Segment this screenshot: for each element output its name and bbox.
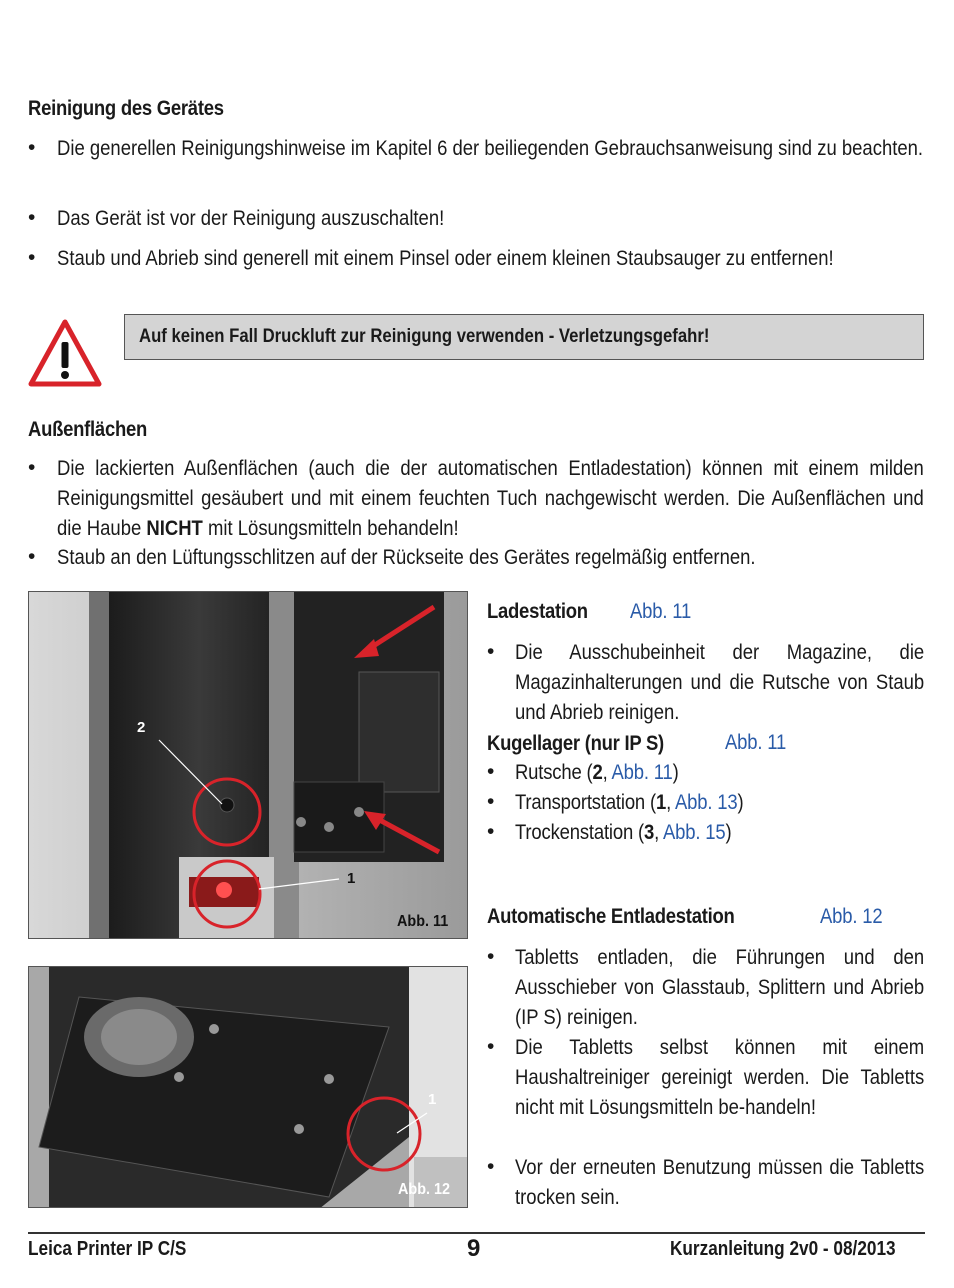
section-title-reinigung: Reinigung des Gerätes	[28, 97, 224, 120]
figure-label: 2	[137, 719, 146, 736]
bullet-item: Die generellen Reinigungshinweise im Kapitel 6 der beiliegenden Gebrauchsanweisung sind zu beachten.	[57, 137, 924, 160]
section-title-aussenflaechen: Außenflächen	[28, 418, 148, 441]
printer-loading-station-image	[29, 592, 468, 939]
figure-label: 1	[347, 870, 356, 887]
bullet-dot: •	[487, 820, 495, 843]
footer-product: Leica Printer IP C/S	[28, 1238, 187, 1260]
figure-reference-link[interactable]: Abb. 11	[611, 761, 673, 784]
figure-12-photo	[28, 966, 468, 1208]
list-item: Trockenstation (3, Abb. 15)	[515, 821, 732, 844]
subsection-title-kugellager: Kugellager (nur IP S)	[487, 732, 664, 755]
page-number: 9	[467, 1235, 481, 1262]
subsection-title-entladestation: Automatische Entladestation	[487, 905, 735, 928]
warning-triangle-icon	[28, 318, 102, 388]
bullet-dot: •	[487, 640, 495, 663]
bullet-dot: •	[28, 136, 36, 159]
bullet-item: Die Ausschubeinheit der Magazine, die Magazinhalterungen und die Rutsche von Staub und Abrieb reinigen.	[515, 641, 925, 724]
bullet-item: Vor der erneuten Benutzung müssen die Tabletts trocken sein.	[515, 1156, 925, 1209]
bullet-dot: •	[487, 1155, 495, 1178]
bullet-dot: •	[28, 456, 36, 479]
bullet-dot: •	[487, 790, 495, 813]
figure-caption: Abb. 11	[397, 913, 449, 930]
footer-version: Kurzanleitung 2v0 - 08/2013	[670, 1238, 896, 1260]
figure-reference-link[interactable]: Abb. 11	[630, 600, 692, 623]
figure-label: 1	[428, 1091, 437, 1108]
bullet-dot: •	[28, 246, 36, 269]
figure-reference-link[interactable]: Abb. 13	[674, 791, 738, 814]
unloading-station-image	[29, 967, 468, 1208]
footer-divider	[28, 1232, 925, 1234]
figure-reference-link[interactable]: Abb. 12	[820, 905, 883, 928]
figure-11-photo	[28, 591, 468, 939]
bullet-dot: •	[487, 760, 495, 783]
bullet-item: Staub und Abrieb sind generell mit einem Pinsel oder einem kleinen Staubsauger zu entfernen!	[57, 247, 834, 270]
bullet-dot: •	[487, 945, 495, 968]
bullet-item: Die lackierten Außenflächen (auch die der automatischen Entladestation) können mit einem milden Reinigungsmittel gesäubert und mit einem feuchten Tuch nachgewischt werden. Die Außenflächen und die Haube NICHT mit Lösungsmitteln behandeln!	[57, 457, 924, 540]
figure-caption: Abb. 12	[398, 1181, 451, 1198]
bullet-item: Tabletts entladen, die Führungen und den Ausschieber von Glasstaub, Splittern und Abrieb (IP S) reinigen.	[515, 946, 925, 1029]
figure-reference-link[interactable]: Abb. 15	[663, 821, 726, 844]
bullet-item: Staub an den Lüftungsschlitzen auf der Rückseite des Gerätes regelmäßig entfernen.	[57, 546, 756, 569]
warning-text: Auf keinen Fall Druckluft zur Reinigung verwenden - Verletzungsgefahr!	[139, 326, 710, 347]
bullet-item: Die Tabletts selbst können mit einem Haushaltreiniger gereinigt werden. Die Tabletts nicht mit Lösungsmitteln be-handeln!	[515, 1036, 925, 1119]
bullet-dot: •	[28, 545, 36, 568]
bullet-dot: •	[487, 1035, 495, 1058]
bullet-item: Das Gerät ist vor der Reinigung auszuschalten!	[57, 207, 445, 230]
warning-box	[124, 314, 924, 360]
list-item: Rutsche (2, Abb. 11)	[515, 761, 679, 784]
bullet-dot: •	[28, 206, 36, 229]
list-item: Transportstation (1, Abb. 13)	[515, 791, 744, 814]
subsection-title-ladestation: Ladestation	[487, 600, 588, 623]
figure-reference-link[interactable]: Abb. 11	[725, 731, 787, 754]
